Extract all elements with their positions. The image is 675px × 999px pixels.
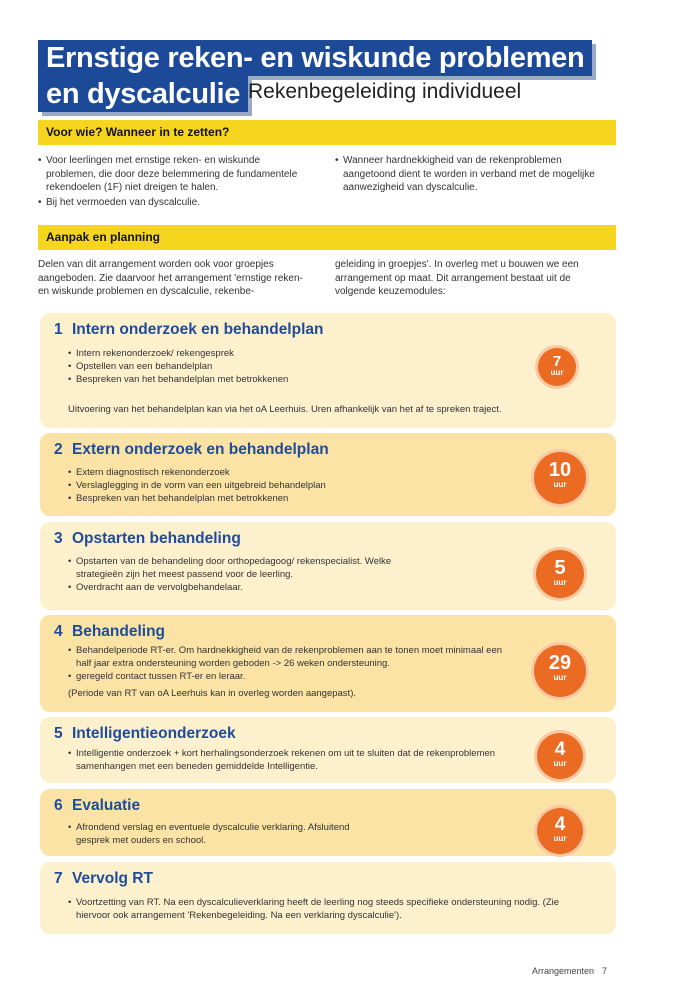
list-item: • Bespreken van het behandelplan met betrokkenen	[68, 492, 326, 505]
hours-badge: 7 uur	[538, 348, 576, 386]
module-bullets	[68, 747, 508, 773]
module-vervolg-rt	[40, 862, 616, 934]
list-item: • Opstarten van de behandeling door orthopedagoog/ rekenspecialist. Welke strategieën zijn het meest passend voor de leerling.	[68, 555, 418, 581]
list-item: • Behandelperiode RT-er. Om hardnekkigheid van de rekenproblemen aan te tonen moet minimaal een half jaar extra ondersteuning worden geboden -> 26 weken ondersteuning.	[68, 644, 516, 670]
module-title: 2 Extern onderzoek en behandelplan	[54, 441, 329, 458]
hours-badge: 4 uur	[537, 808, 583, 854]
list-item: • Intelligentie onderzoek + kort herhalingsonderzoek rekenen om uit te sluiten dat de rekenproblemen samenhangen met een beneden gemiddelde Intelligentie.	[68, 747, 508, 773]
module-extern-onderzoek	[40, 433, 616, 516]
module-title: 5 Intelligentieonderzoek	[54, 725, 236, 742]
module-note: Uitvoering van het behandelplan kan via het oA Leerhuis. Uren afhankelijk van het af te spreken traject.	[68, 404, 502, 415]
list-item: • geregeld contact tussen RT-er en leraar.	[68, 670, 516, 683]
voor-wie-column-1	[38, 154, 300, 210]
module-opstarten-behandeling	[40, 522, 616, 610]
module-title: 6 Evaluatie	[54, 797, 141, 814]
module-bullets	[68, 821, 358, 847]
voor-wie-item: • Voor leerlingen met ernstige reken- en wiskunde problemen, die door deze belemmering de fundamentele rekendoelen (1F) niet dreigen te halen.	[38, 154, 300, 195]
page-number: 7	[602, 966, 608, 976]
module-intern-onderzoek	[40, 313, 616, 428]
module-evaluatie	[40, 789, 616, 856]
module-bullets	[68, 555, 418, 594]
list-item: • Verslaglegging in de vorm van een uitgebreid behandelplan	[68, 479, 326, 492]
section-heading-voor-wie: Voor wie? Wanneer in te zetten?	[38, 120, 616, 145]
voor-wie-item: • Wanneer hardnekkigheid van de rekenproblemen aangetoond dient te worden in verband met de mogelijke aanwezigheid van dyscalculie.	[335, 154, 605, 195]
aanpak-text-column-2: geleiding in groepjes'. In overleg met u bouwen we een arrangement op maat. Dit arrangement bestaat uit de volgende keuzemodules:	[335, 259, 579, 297]
voor-wie-item: • Bij het vermoeden van dyscalculie.	[38, 196, 300, 210]
module-title: 1 Intern onderzoek en behandelplan	[54, 321, 324, 338]
module-bullets	[68, 347, 288, 386]
hours-badge: 5 uur	[536, 550, 584, 598]
list-item: • Intern rekenonderzoek/ rekengesprek	[68, 347, 288, 360]
module-bullets	[68, 644, 516, 683]
hours-badge: 10 uur	[534, 452, 586, 504]
module-note: (Periode van RT van oA Leerhuis kan in overleg worden aangepast).	[68, 688, 356, 699]
list-item: • Afrondend verslag en eventuele dyscalculie verklaring. Afsluitend gesprek met ouders en school.	[68, 821, 358, 847]
page-title-line-2: en dyscalculie	[38, 76, 248, 112]
module-bullets	[68, 466, 326, 505]
module-bullets	[68, 896, 568, 922]
module-title: 7 Vervolg RT	[54, 870, 153, 887]
list-item: • Opstellen van een behandelplan	[68, 360, 288, 373]
footer-section: Arrangementen	[532, 966, 595, 976]
list-item: • Overdracht aan de vervolgbehandelaar.	[68, 581, 418, 594]
hours-badge: 4 uur	[537, 733, 583, 779]
module-behandeling	[40, 615, 616, 712]
module-title: 3 Opstarten behandeling	[54, 530, 241, 547]
page-subtitle: Rekenbegeleiding individueel	[248, 80, 522, 103]
module-intelligentieonderzoek	[40, 717, 616, 783]
voor-wie-column-2	[335, 154, 605, 196]
module-title: 4 Behandeling	[54, 623, 166, 640]
list-item: • Voortzetting van RT. Na een dyscalculieverklaring heeft de leerling nog steeds specifieke ondersteuning nodig. (Zie hiervoor ook arrangement 'Rekenbegeleiding. Na een verklaring dyscalculie').	[68, 896, 568, 922]
page-footer	[532, 966, 607, 976]
hours-badge: 29 uur	[534, 645, 586, 697]
page-title-line-1: Ernstige reken- en wiskunde problemen	[38, 40, 592, 76]
aanpak-text-column-1: Delen van dit arrangement worden ook voor groepjes aangeboden. Zie daarvoor het arrangement 'ernstige reken- en wiskunde problemen en dyscalculie, rekenbe-	[38, 259, 303, 297]
section-heading-aanpak: Aanpak en planning	[38, 225, 616, 250]
list-item: • Extern diagnostisch rekenonderzoek	[68, 466, 326, 479]
list-item: • Bespreken van het behandelplan met betrokkenen	[68, 373, 288, 386]
